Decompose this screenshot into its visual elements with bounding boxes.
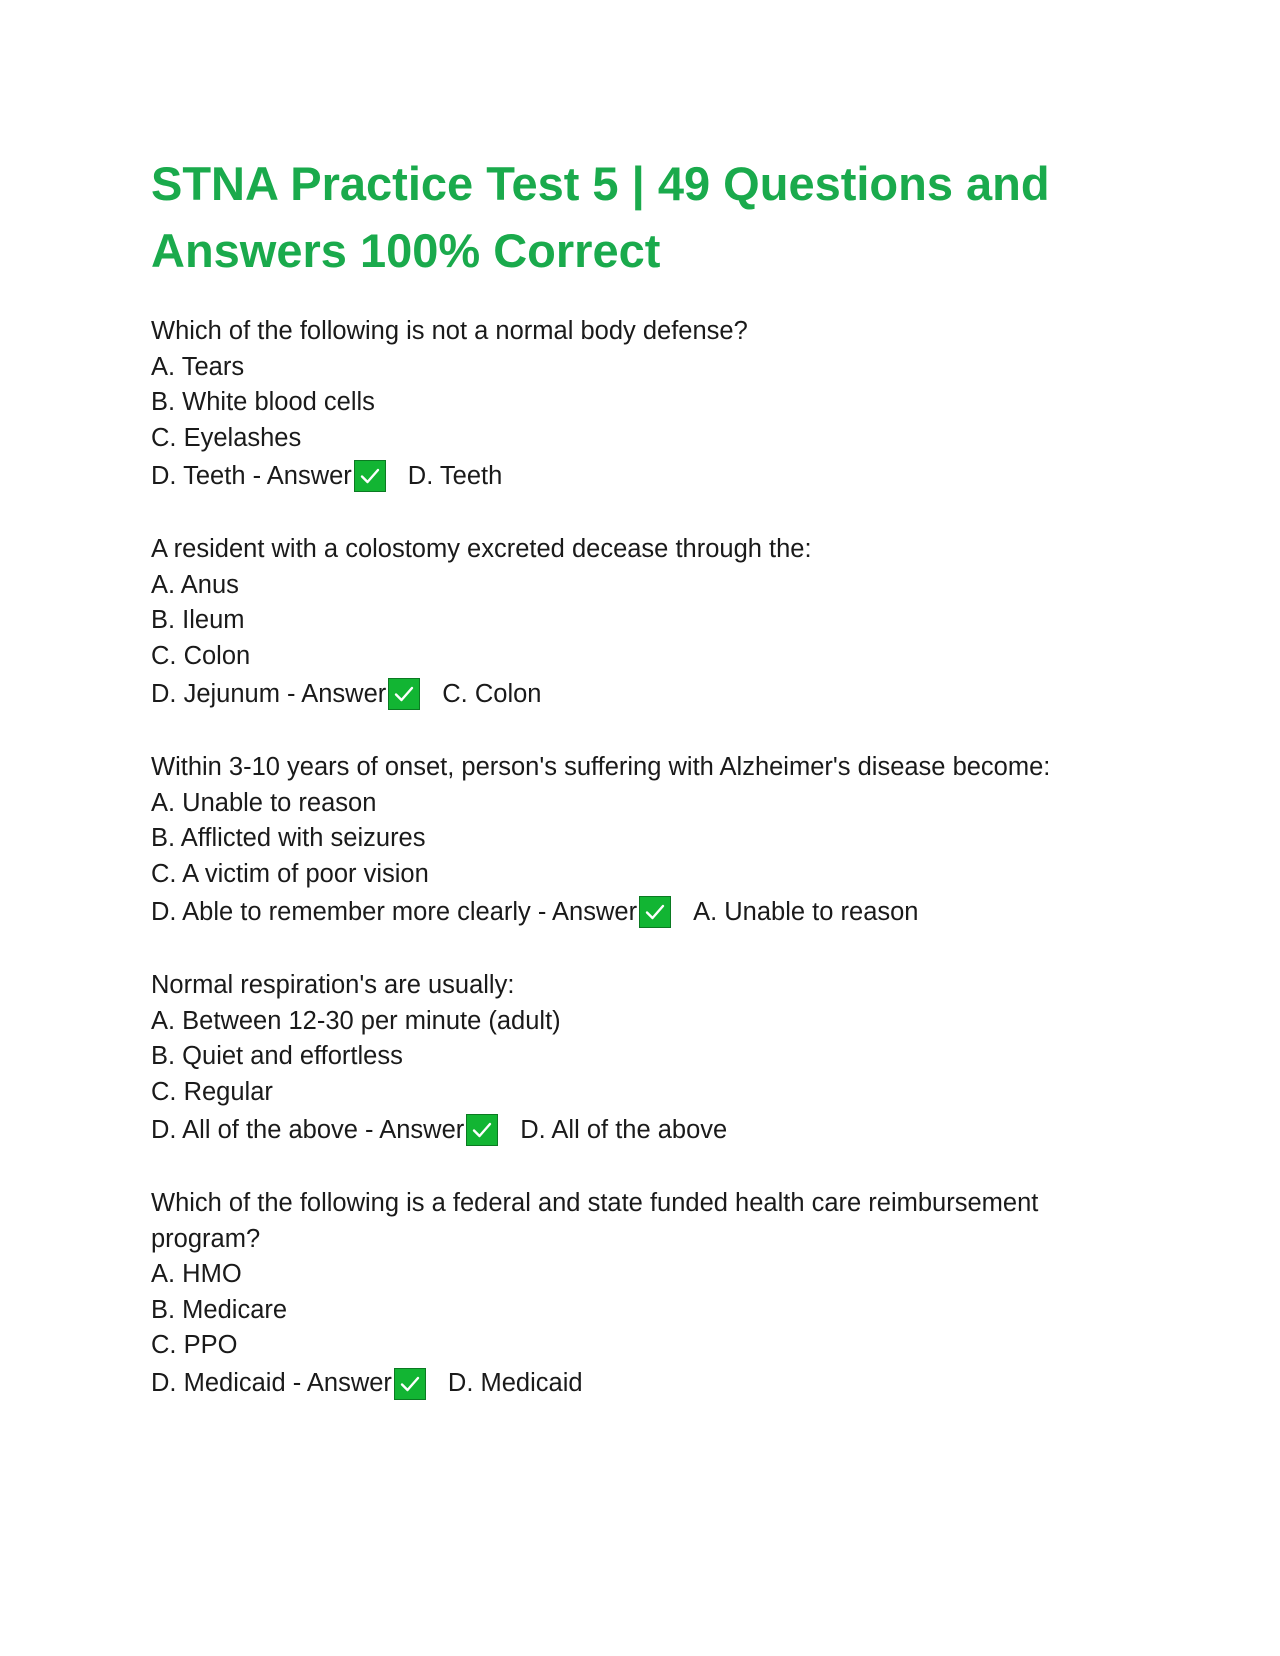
option-d-answer-line [151,1110,1131,1150]
question-text: Which of the following is not a normal body defense? [151,317,748,345]
document-page [151,150,1131,1440]
option-d-answer-line [151,456,1131,496]
option-d-answer-line [151,1364,1131,1404]
option-b: B. Quiet and effortless [151,1042,403,1070]
document-title: STNA Practice Test 5 | 49 Questions and Answers 100% Correct [151,157,1050,277]
option-c: C. Colon [151,641,251,670]
question-block-2 [151,532,1131,714]
option-b: B. Medicare [151,1295,288,1324]
question-text: Within 3-10 years of onset, person's suffering with Alzheimer's disease become: [151,753,1051,781]
option-a: A. Between 12-30 per minute (adult) [151,1006,561,1035]
question-text: Normal respiration's are usually: [151,971,515,999]
option-a: A. Unable to reason [151,788,377,817]
option-a: A. HMO [151,1260,242,1288]
option-d: D. All of the above - Answer [151,1115,465,1144]
option-b: B. Afflicted with seizures [151,824,426,852]
question-block-4 [151,968,1131,1150]
option-d: D. Able to remember more clearly - Answer [151,897,638,926]
check-mark-icon [394,1368,426,1400]
check-mark-icon [388,678,420,710]
option-a: A. Anus [151,570,239,599]
correct-answer: C. Colon [442,679,542,708]
question-text: A resident with a colostomy excreted decease through the: [151,535,812,563]
option-a: A. Tears [151,352,245,381]
question-block-1 [151,314,1131,496]
question-list [151,314,1131,1404]
check-mark-icon [639,896,671,928]
question-text: Which of the following is a federal and state funded health care reimbursement program? [151,1189,1039,1253]
question-block-3 [151,750,1131,932]
option-d: D. Jejunum - Answer [151,679,387,708]
option-b: B. White blood cells [151,388,375,416]
check-mark-icon [354,460,386,492]
option-c: C. Regular [151,1077,273,1106]
option-b: B. Ileum [151,606,245,634]
option-d-answer-line [151,674,1131,714]
check-mark-icon [466,1114,498,1146]
option-c: C. PPO [151,1331,238,1359]
option-d-answer-line [151,892,1131,932]
option-d: D. Medicaid - Answer [151,1369,392,1397]
option-c: C. A victim of poor vision [151,859,429,888]
correct-answer: D. All of the above [520,1115,728,1144]
question-block-5 [151,1186,1131,1404]
correct-answer: D. Medicaid [447,1369,583,1397]
option-c: C. Eyelashes [151,423,302,452]
correct-answer: A. Unable to reason [693,897,919,926]
option-d: D. Teeth - Answer [151,461,352,490]
correct-answer: D. Teeth [407,461,503,490]
